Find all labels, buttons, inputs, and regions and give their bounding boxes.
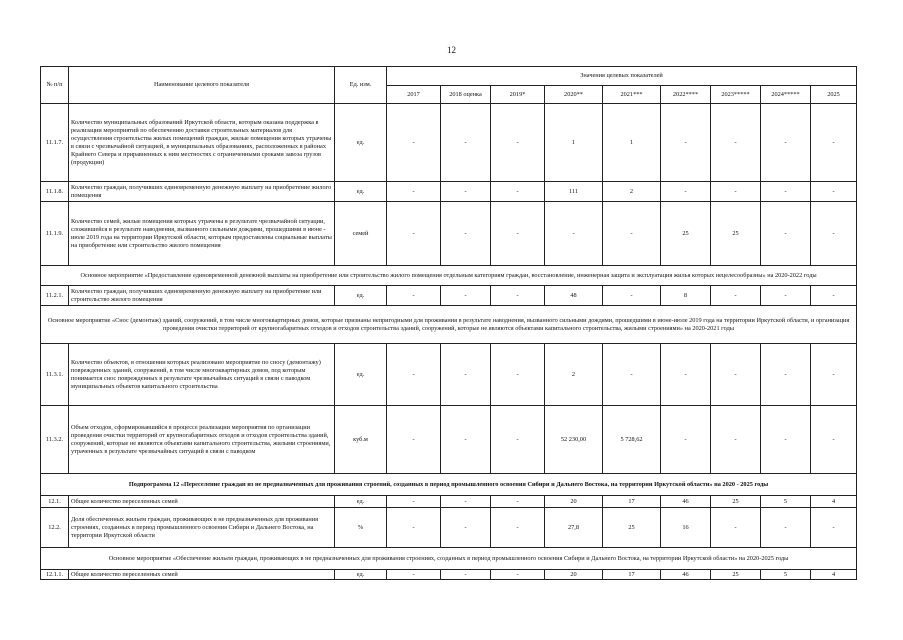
unit-cell: % — [335, 508, 387, 548]
indicator-name: Доля обеспеченных жильем граждан, проживающих в не предназначенных для проживания строениях, созданных в период промышленного освоения Сибири и Дальнего Востока, на территории Иркутской области — [69, 508, 335, 548]
value-cell: - — [711, 344, 761, 406]
value-cell: - — [711, 508, 761, 548]
header-year: 2019* — [491, 86, 545, 104]
header-unit: Ед. изм. — [335, 67, 387, 104]
value-cell: - — [387, 286, 441, 306]
indicator-name: Объем отходов, сформировавшийся в процессе реализации мероприятия по организации проведения очистки территорий от крупногабаритных отходов и отходов строительства зданий, сооружений, которые не являются объектами капитального строительства, жилыми строениями, утраченных в результате чрезвычайных ситуаций в связи с паводком — [69, 406, 335, 474]
value-cell: - — [387, 496, 441, 508]
header-year: 2023***** — [711, 86, 761, 104]
value-cell: - — [811, 406, 857, 474]
value-cell: - — [811, 344, 857, 406]
value-cell: 46 — [661, 496, 711, 508]
indicator-name: Количество муниципальных образований Иркутской области, которым оказана поддержка в реализации мероприятий по обеспечению доставки строительных материалов для осуществления строительства жилых помещений граждан, жилые помещения которых утрачены в связи с чрезвычайной ситуацией, в муниципальных образованиях, расположенных в районах Крайнего Севера и приравненных к ним местностях с ограниченными сроками завоза грузов (продукции) — [69, 104, 335, 182]
value-cell: - — [491, 182, 545, 202]
indicator-name: Количество граждан, получивших единовременную денежную выплату на приобретение жилого помещения — [69, 182, 335, 202]
row-number: 11.1.9. — [41, 202, 69, 266]
value-cell: - — [661, 182, 711, 202]
row-number: 11.3.2. — [41, 406, 69, 474]
value-cell: - — [603, 344, 661, 406]
table-row — [41, 570, 857, 580]
header-year: 2018 оценка — [441, 86, 491, 104]
indicator-name: Общее количество переселенных семей — [69, 496, 335, 508]
value-cell: - — [441, 496, 491, 508]
value-cell: 17 — [603, 496, 661, 508]
header-year: 2024***** — [761, 86, 811, 104]
subprogram-row — [41, 474, 857, 496]
unit-cell: ед. — [335, 496, 387, 508]
value-cell: - — [761, 508, 811, 548]
value-cell: - — [661, 344, 711, 406]
value-cell: 25 — [711, 570, 761, 580]
subprogram-title: Подпрограмма 12 «Переселение граждан из не предназначенных для проживания строений, созданных в период промышленного освоения Сибири и Дальнего Востока, на территории Иркутской области» на 2020 - 2025 годы — [41, 474, 857, 496]
value-cell: - — [441, 104, 491, 182]
value-cell: 25 — [711, 202, 761, 266]
row-number: 11.1.8. — [41, 182, 69, 202]
section-title: Основное мероприятие «Снос (демонтаж) зданий, сооружений, в том числе многоквартирных домов, которые признаны непригодными для проживания в результате наводнения, вызванного сильными дождями, прошедшими в июне-июле 2019 года на территории Иркутской области, и организация проведения очистки территорий от крупногабаритных отходов и отходов строительства зданий, сооружений, которые не являются объектами капитального строительства, жилыми строениями» на 2020-2021 годы — [41, 306, 857, 344]
value-cell: 17 — [603, 570, 661, 580]
value-cell: - — [491, 202, 545, 266]
row-number: 12.2. — [41, 508, 69, 548]
value-cell: - — [441, 406, 491, 474]
value-cell: - — [491, 570, 545, 580]
table-row — [41, 286, 857, 306]
value-cell: - — [387, 344, 441, 406]
value-cell: - — [387, 202, 441, 266]
unit-cell: ед. — [335, 570, 387, 580]
value-cell: - — [387, 104, 441, 182]
value-cell: - — [387, 570, 441, 580]
section-row — [41, 306, 857, 344]
value-cell: 4 — [811, 496, 857, 508]
row-number: 12.1. — [41, 496, 69, 508]
value-cell: - — [491, 286, 545, 306]
value-cell: 52 230,00 — [545, 406, 603, 474]
value-cell: - — [661, 104, 711, 182]
value-cell: 1 — [545, 104, 603, 182]
row-number: 11.1.7. — [41, 104, 69, 182]
value-cell: 20 — [545, 496, 603, 508]
value-cell: 2 — [545, 344, 603, 406]
value-cell: - — [491, 104, 545, 182]
section-row — [41, 266, 857, 286]
unit-cell: ед. — [335, 344, 387, 406]
value-cell: 27,8 — [545, 508, 603, 548]
header-name: Наименование целевого показателя — [69, 67, 335, 104]
value-cell: - — [761, 104, 811, 182]
value-cell: - — [711, 182, 761, 202]
value-cell: - — [387, 406, 441, 474]
value-cell: - — [441, 286, 491, 306]
table-row — [41, 344, 857, 406]
value-cell: - — [441, 202, 491, 266]
value-cell: 16 — [661, 508, 711, 548]
value-cell: 20 — [545, 570, 603, 580]
value-cell: 111 — [545, 182, 603, 202]
table-row — [41, 406, 857, 474]
row-number: 12.1.1. — [41, 570, 69, 580]
header-year: 2017 — [387, 86, 441, 104]
value-cell: 2 — [603, 182, 661, 202]
value-cell: - — [811, 508, 857, 548]
value-cell: 4 — [811, 570, 857, 580]
indicator-name: Количество семей, жилые помещения которых утрачены в результате чрезвычайной ситуации, сложившейся в результате наводнения, вызванного сильными дождями, прошедшими в июне - июле 2019 года на территории Иркутской области, которым предоставлены социальные выплаты на приобретение или строительство жилого помещения — [69, 202, 335, 266]
value-cell: - — [811, 104, 857, 182]
value-cell: - — [711, 406, 761, 474]
value-cell: 48 — [545, 286, 603, 306]
header-num: № п/п — [41, 67, 69, 104]
value-cell: - — [491, 406, 545, 474]
value-cell: - — [545, 202, 603, 266]
table-row — [41, 202, 857, 266]
section-title: Основное мероприятие «Предоставление единовременной денежной выплаты на приобретение или строительство жилого помещения отдельным категориям граждан, восстановление, инженерная защита и эксплуатация жилья которых нецелесообразны» на 2020-2022 годы — [41, 266, 857, 286]
value-cell: - — [387, 182, 441, 202]
value-cell: - — [761, 182, 811, 202]
row-number: 11.2.1. — [41, 286, 69, 306]
indicator-name: Общее количество переселенных семей — [69, 570, 335, 580]
value-cell: - — [811, 182, 857, 202]
header-year: 2025 — [811, 86, 857, 104]
value-cell: - — [441, 570, 491, 580]
value-cell: - — [661, 406, 711, 474]
value-cell: - — [441, 508, 491, 548]
header-values-group: Значения целевых показателей — [387, 67, 857, 86]
value-cell: 5 — [761, 570, 811, 580]
value-cell: - — [491, 344, 545, 406]
value-cell: 8 — [661, 286, 711, 306]
value-cell: 25 — [711, 496, 761, 508]
value-cell: - — [603, 202, 661, 266]
table-row — [41, 496, 857, 508]
value-cell: 25 — [661, 202, 711, 266]
value-cell: - — [761, 202, 811, 266]
unit-cell: ед. — [335, 286, 387, 306]
value-cell: - — [711, 104, 761, 182]
value-cell: - — [441, 182, 491, 202]
value-cell: - — [811, 286, 857, 306]
header-year: 2022**** — [661, 86, 711, 104]
value-cell: 46 — [661, 570, 711, 580]
indicators-body — [41, 104, 857, 580]
value-cell: 5 728,62 — [603, 406, 661, 474]
header-year: 2020** — [545, 86, 603, 104]
indicators-table — [40, 66, 857, 580]
header-year: 2021*** — [603, 86, 661, 104]
unit-cell: ед. — [335, 182, 387, 202]
value-cell: - — [761, 406, 811, 474]
table-row — [41, 104, 857, 182]
unit-cell: куб.м — [335, 406, 387, 474]
unit-cell: ед. — [335, 104, 387, 182]
table-row — [41, 508, 857, 548]
unit-cell: семей — [335, 202, 387, 266]
row-number: 11.3.1. — [41, 344, 69, 406]
value-cell: - — [761, 286, 811, 306]
value-cell: - — [711, 286, 761, 306]
value-cell: - — [811, 202, 857, 266]
table-row — [41, 182, 857, 202]
value-cell: 5 — [761, 496, 811, 508]
section-title: Основное мероприятие «Обеспечение жильем граждан, проживающих в не предназначенных для проживания строениях, созданных в период промышленного освоения Сибири и Дальнего Востока, на территории Иркутской области» на 2020-2025 годы — [41, 548, 857, 570]
value-cell: 1 — [603, 104, 661, 182]
value-cell: - — [491, 496, 545, 508]
page-number: 12 — [447, 45, 456, 55]
value-cell: - — [491, 508, 545, 548]
value-cell: 25 — [603, 508, 661, 548]
indicator-name: Количество объектов, в отношении которых реализовано мероприятие по сносу (демонтажу) поврежденных зданий, сооружений, в том числе многоквартирных домов, под которым понимается снос поврежденных в результате чрезвычайных ситуаций в связи с паводком муниципальных объектов капитального строительства — [69, 344, 335, 406]
value-cell: - — [761, 344, 811, 406]
section-row — [41, 548, 857, 570]
value-cell: - — [441, 344, 491, 406]
value-cell: - — [387, 508, 441, 548]
value-cell: - — [603, 286, 661, 306]
indicator-name: Количество граждан, получивших единовременную денежную выплату на приобретение или строительство жилого помещения — [69, 286, 335, 306]
